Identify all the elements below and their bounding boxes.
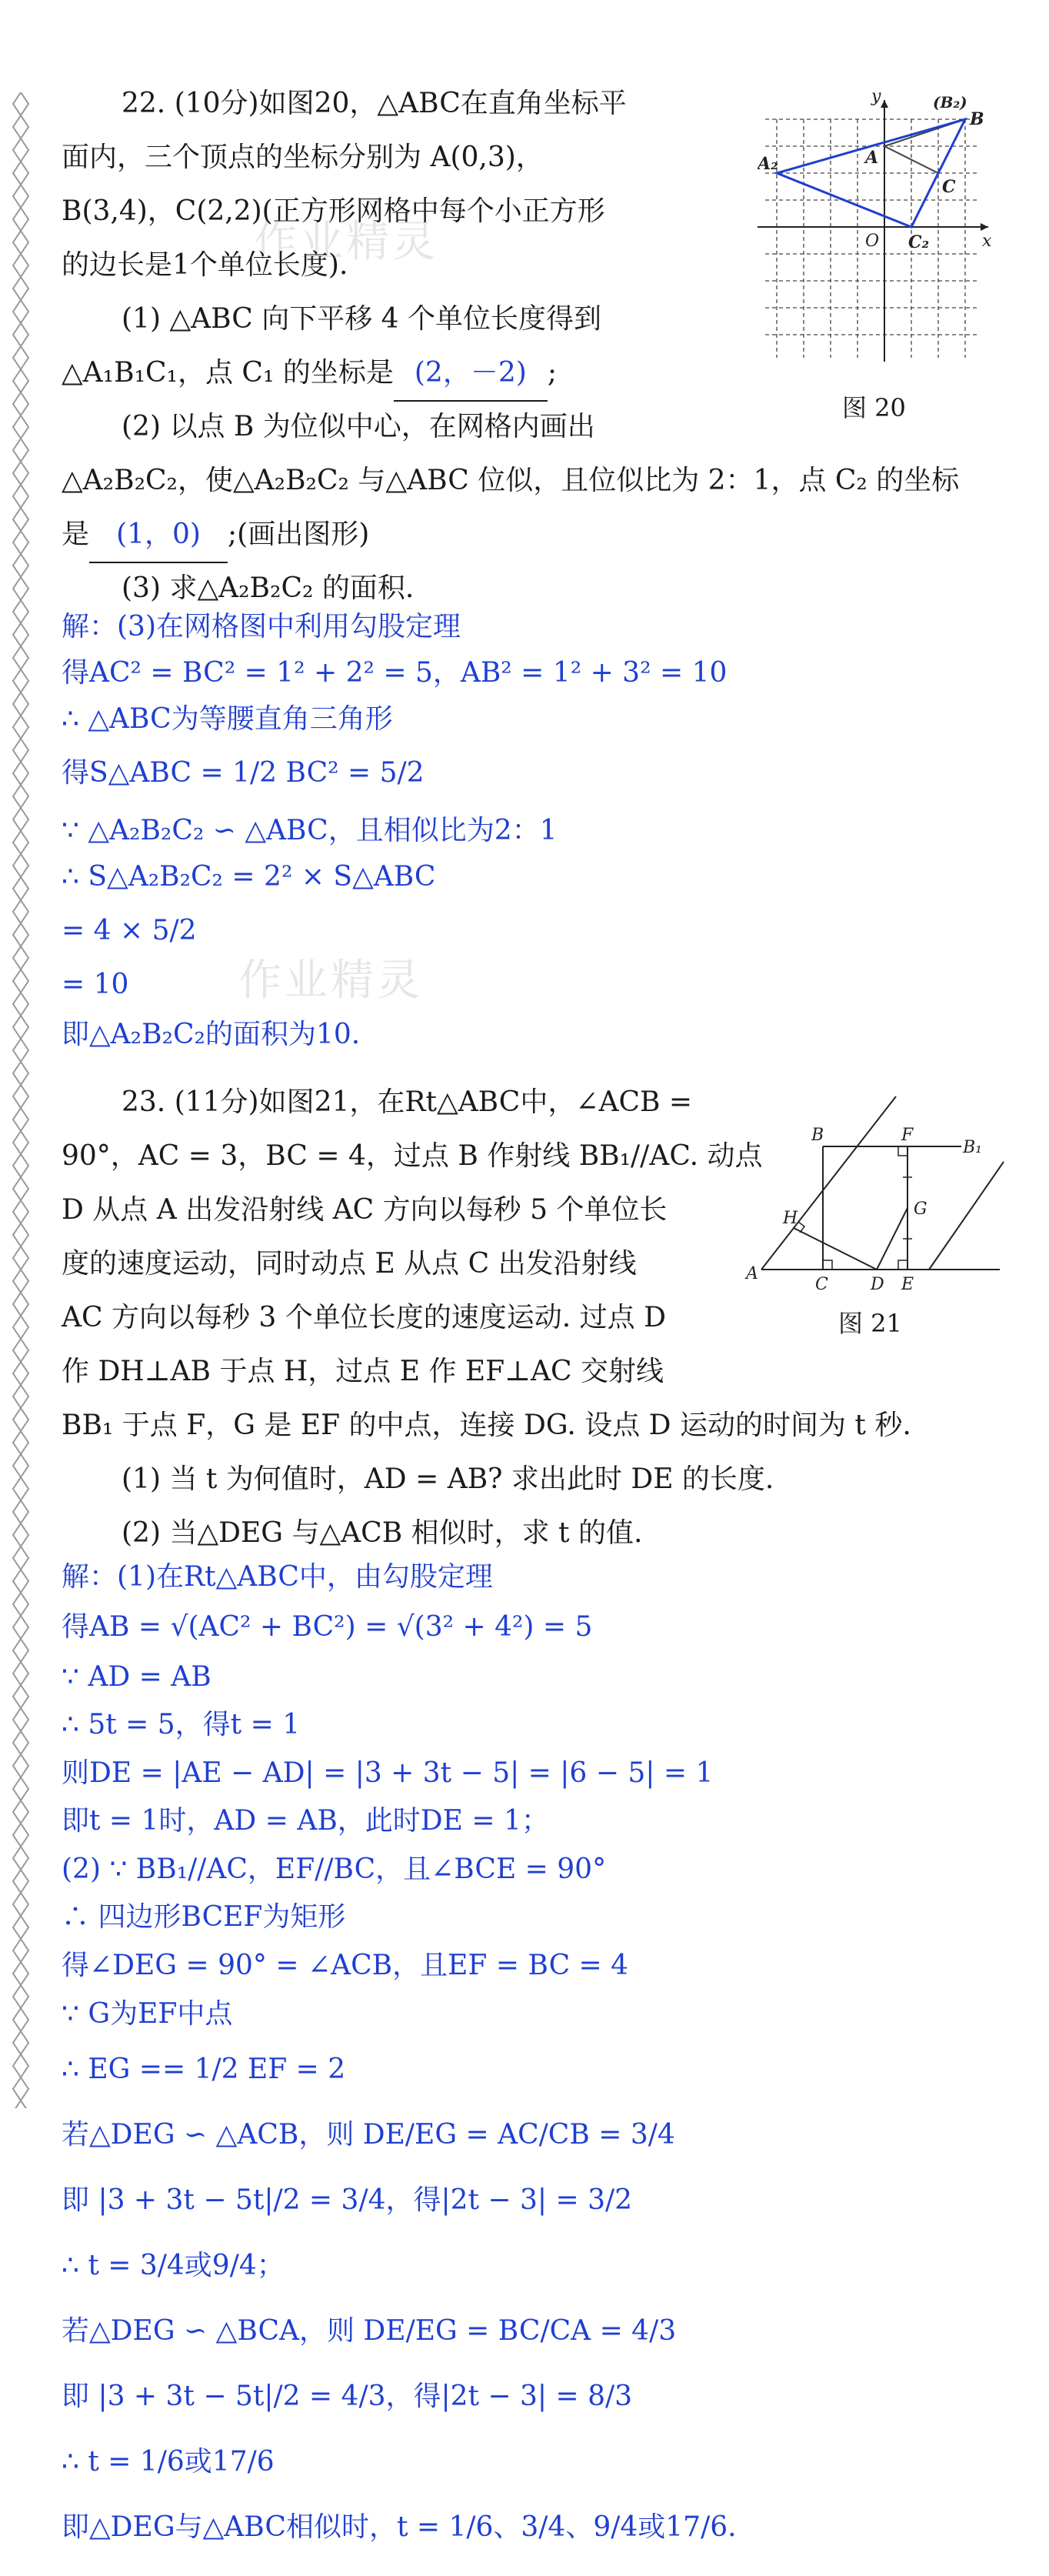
q23-solution-10: ∵ G为EF中点 <box>62 1998 233 2030</box>
q23-line-5: AC 方向以每秒 3 个单位长度的速度运动. 过点 D <box>62 1302 666 1333</box>
fig21-label-f: F <box>901 1126 914 1145</box>
fig20-label-b2: (B₂) <box>933 93 967 112</box>
q23-solution-9: 得∠DEG = 90° = ∠ACB，且EF = BC = 4 <box>62 1950 629 1981</box>
fig20-label-a: A <box>865 148 879 168</box>
fig21-label-b: B <box>811 1126 824 1145</box>
q23-solution-3: ∵ AD = AB <box>62 1661 211 1693</box>
q22-line-4: 的边长是1个单位长度). <box>62 249 348 281</box>
q22-solution-4: 得S△ABC = 1/2 BC² = 5/2 <box>62 757 425 789</box>
q22-part2-c: 是 (1，0) ;(画出图形) <box>62 508 369 563</box>
q23-solution-13: 即 |3 + 3t − 5t|/2 = 3/4，得|2t − 3| = 3/2 <box>62 2184 633 2216</box>
figure-21-caption: 图 21 <box>838 1309 902 1338</box>
q23-solution-12: 若△DEG ∽ △ACB，则 DE/EG = AC/CB = 3/4 <box>62 2119 675 2151</box>
figure-20 <box>758 85 1000 369</box>
q23-solution-11: ∴ EG == 1/2 EF = 2 <box>62 2054 346 2085</box>
q23-part2: (2) 当△DEG 与△ACB 相似时，求 t 的值. <box>122 1517 643 1549</box>
fig21-label-a: A <box>746 1264 758 1283</box>
fig20-label-b: B <box>970 109 984 129</box>
q22-solution-1: 解：(3)在网格图中利用勾股定理 <box>62 611 461 642</box>
q22-line-3: B(3,4)，C(2,2)(正方形网格中每个小正方形 <box>62 195 605 227</box>
q23-solution-6: 即t = 1时，AD = AB，此时DE = 1； <box>62 1805 549 1837</box>
watermark: 作业精灵 <box>254 217 438 267</box>
q22-part1-text: △A₁B₁C₁，点 C₁ 的坐标是 <box>62 357 394 389</box>
fig21-label-e: E <box>901 1275 914 1293</box>
q23-solution-1: 解：(1)在Rt△ABC中，由勾股定理 <box>62 1561 493 1593</box>
q23-line-4: 度的速度运动，同时动点 E 从点 C 出发沿射线 <box>62 1248 637 1280</box>
q22-part2-b: △A₂B₂C₂，使△A₂B₂C₂ 与△ABC 位似，且位似比为 2：1，点 C₂ 的坐标 <box>62 465 960 496</box>
q22-solution-6: ∴ S△A₂B₂C₂ = 2² × S△ABC <box>62 861 436 893</box>
q23-line-2: 90°，AC = 3，BC = 4，过点 B 作射线 BB₁//AC. 动点 <box>62 1140 763 1172</box>
q22-solution-2: 得AC² = BC² = 1² + 2² = 5，AB² = 1² + 3² = 10 <box>62 657 728 689</box>
q23-solution-14: ∴ t = 3/4或9/4； <box>62 2250 285 2281</box>
fig20-label-c2: C₂ <box>908 232 930 252</box>
q23-solution-8: ∴ 四边形BCEF为矩形 <box>62 1901 346 1933</box>
fig21-label-g: G <box>914 1200 927 1219</box>
q22-solution-7: = 4 × 5/2 <box>62 915 197 946</box>
zigzag-border <box>11 92 31 2108</box>
fig20-label-y: y <box>871 87 881 106</box>
q23-solution-4: ∴ 5t = 5，得t = 1 <box>62 1709 301 1740</box>
fig20-label-x: x <box>982 232 992 251</box>
q23-solution-5: 则DE = |AE − AD| = |3 + 3t − 5| = |6 − 5| = 1 <box>62 1757 714 1789</box>
q22-part3: (3) 求△A₂B₂C₂ 的面积. <box>122 572 415 604</box>
q22-solution-9: 即△A₂B₂C₂的面积为10. <box>62 1019 361 1050</box>
q22-answer-2: (1，0) <box>89 508 228 563</box>
q22-solution-5: ∵ △A₂B₂C₂ ∽ △ABC，且相似比为2：1 <box>62 815 558 846</box>
q22-part1-a: (1) △ABC 向下平移 4 个单位长度得到 <box>122 303 602 335</box>
fig20-label-o: O <box>865 232 880 251</box>
q23-solution-16: 即 |3 + 3t − 5t|/2 = 4/3，得|2t − 3| = 8/3 <box>62 2381 633 2412</box>
watermark: 作业精灵 <box>238 956 423 1006</box>
figure-21 <box>738 1085 1015 1293</box>
q23-line-3: D 从点 A 出发沿射线 AC 方向以每秒 5 个单位长 <box>62 1194 668 1226</box>
q23-line-7: BB₁ 于点 F，G 是 EF 的中点，连接 DG. 设点 D 运动的时间为 t 秒. <box>62 1410 911 1441</box>
fig21-label-b1: B₁ <box>963 1138 982 1157</box>
fig21-label-h: H <box>783 1209 798 1228</box>
fig20-label-a2: A₂ <box>758 154 778 174</box>
q22-solution-8: = 10 <box>62 969 129 1000</box>
q22-line-1: 22. (10分)如图20，△ABC在直角坐标平 <box>122 88 627 119</box>
q22-solution-3: ∴ △ABC为等腰直角三角形 <box>62 703 393 735</box>
q22-answer-1: (2，－2) <box>394 346 548 402</box>
figure-20-caption: 图 20 <box>842 393 906 422</box>
fig21-label-c: C <box>815 1275 828 1293</box>
q23-solution-17: ∴ t = 1/6或17/6 <box>62 2446 275 2478</box>
q22-part2-a: (2) 以点 B 为位似中心，在网格内画出 <box>122 411 595 442</box>
q23-part1: (1) 当 t 为何值时，AD = AB? 求出此时 DE 的长度. <box>122 1463 774 1495</box>
q23-solution-18: 即△DEG与△ABC相似时，t = 1/6、3/4、9/4或17/6. <box>62 2511 737 2543</box>
q23-solution-2: 得AB = √(AC² + BC²) = √(3² + 4²) = 5 <box>62 1611 593 1643</box>
fig20-label-c: C <box>942 177 956 197</box>
q22-line-2: 面内，三个顶点的坐标分别为 A(0,3)， <box>62 142 544 173</box>
q22-part1-b: △A₁B₁C₁，点 C₁ 的坐标是 (2，－2) ; <box>62 346 557 402</box>
q23-line-6: 作 DH⊥AB 于点 H，过点 E 作 EF⊥AC 交射线 <box>62 1356 664 1387</box>
q23-solution-7: (2) ∵ BB₁//AC，EF//BC，且∠BCE = 90° <box>62 1854 607 1885</box>
q23-line-1: 23. (11分)如图21，在Rt△ABC中，∠ACB = <box>122 1086 693 1118</box>
fig21-label-d: D <box>871 1275 884 1293</box>
q23-solution-15: 若△DEG ∽ △BCA，则 DE/EG = BC/CA = 4/3 <box>62 2315 677 2347</box>
